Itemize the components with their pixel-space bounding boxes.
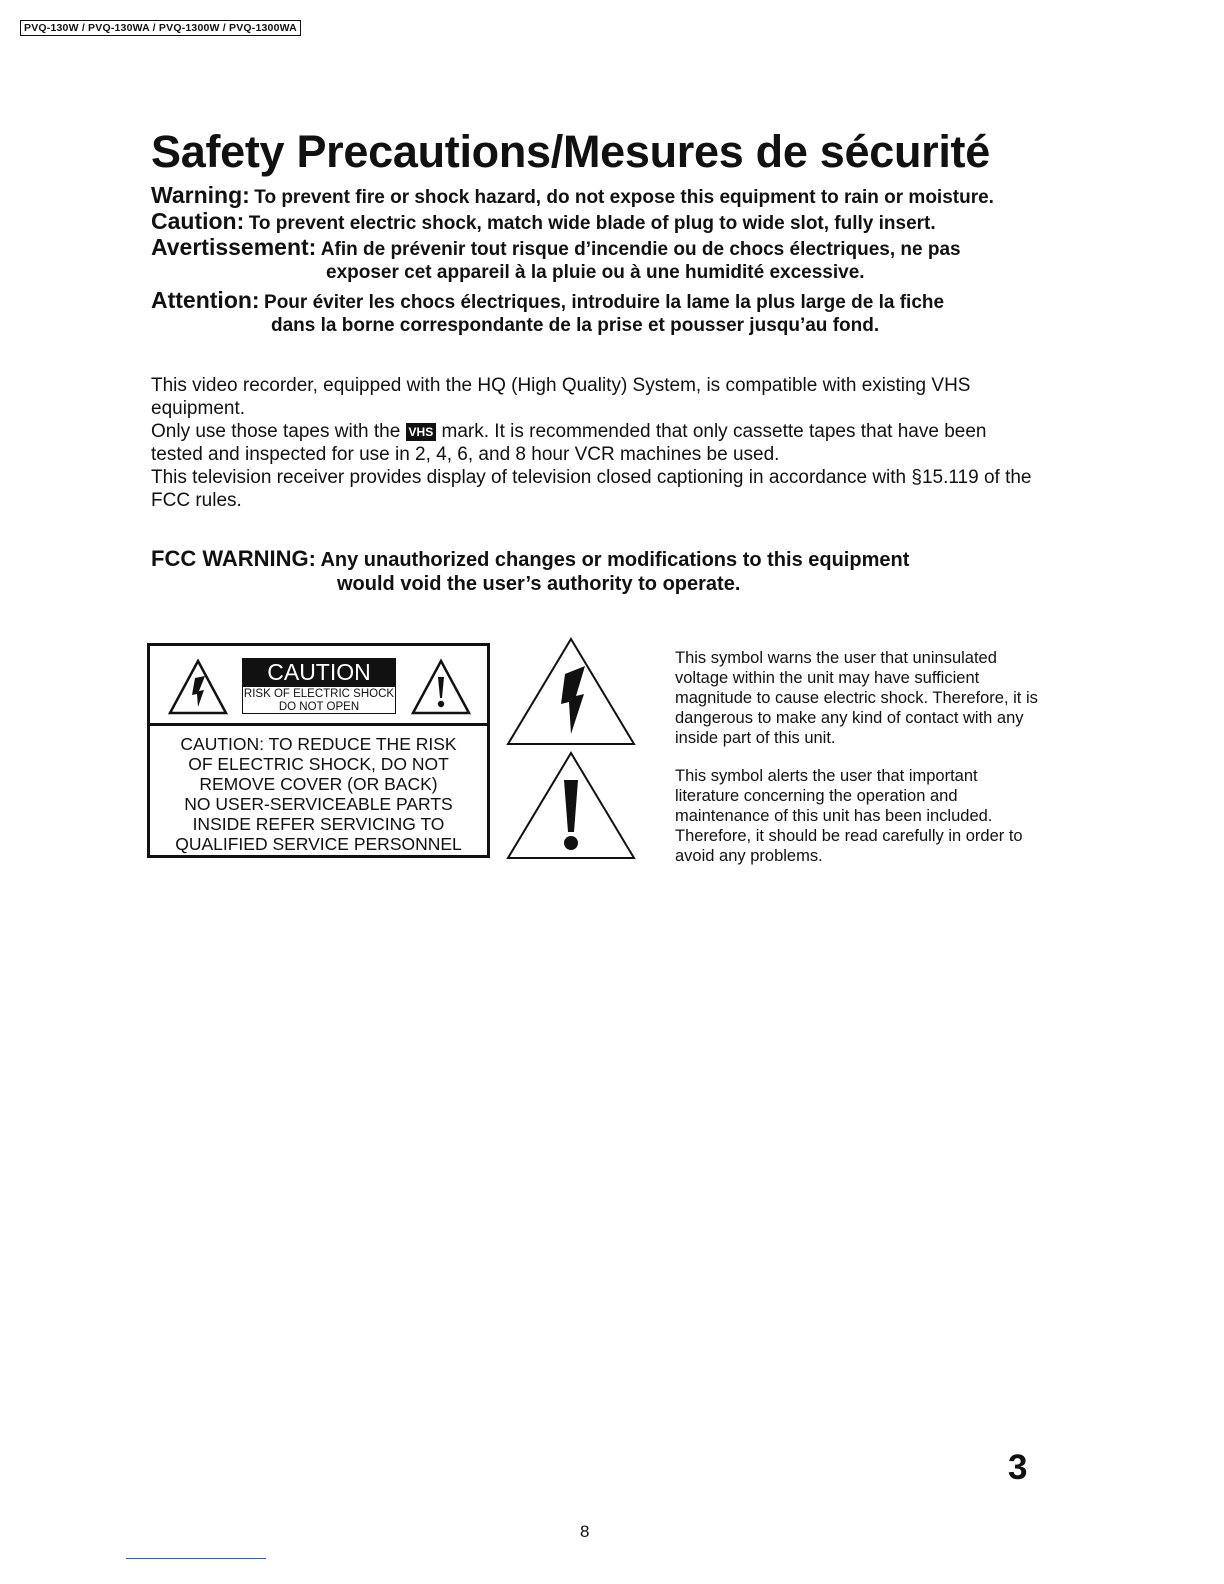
body-paragraph-hq: This video recorder, equipped with the HQ (High Quality) System, is compatible with existing VHS equipment. — [151, 375, 971, 419]
caution-line: CAUTION: TO REDUCE THE RISK — [180, 734, 457, 754]
warning-line — [151, 182, 994, 209]
section-page-number: 3 — [1008, 1448, 1028, 1487]
model-numbers: PVQ-130W / PVQ-130WA / PVQ-1300W / PVQ-1300WA — [20, 20, 301, 36]
caution-title: CAUTION — [242, 658, 396, 686]
caution-label-header — [150, 646, 487, 726]
caution-line — [151, 208, 936, 235]
caution-line: QUALIFIED SERVICE PERSONNEL — [175, 834, 462, 854]
exclamation-triangle-icon — [505, 750, 637, 862]
tapes-text-after: mark. It is recommended that only cassette tapes that have been tested and inspected for use in 2, 4, 6, and 8 hour VCR machines be used. — [151, 421, 987, 465]
fcc-warning-text-cont: would void the user’s authority to operate. — [337, 573, 741, 595]
attention-line — [151, 287, 944, 314]
body-paragraph-tapes — [151, 420, 1041, 466]
caution-subtitle — [242, 686, 396, 714]
avertissement-label: Avertissement: — [151, 234, 317, 260]
fcc-warning-label: FCC WARNING: — [151, 546, 316, 571]
attention-text-cont: dans la borne correspondante de la prise et pousser jusqu’au fond. — [271, 315, 880, 336]
fcc-warning — [151, 546, 909, 572]
fcc-warning-text: Any unauthorized changes or modifications to this equipment — [320, 549, 910, 571]
caution-label: Caution: — [151, 208, 245, 234]
caution-sub-line-2: DO NOT OPEN — [278, 701, 360, 713]
caution-line: NO USER-SERVICEABLE PARTS — [184, 794, 453, 814]
avertissement-line — [151, 234, 961, 261]
body-text — [151, 374, 1041, 512]
caution-instructions — [150, 734, 487, 854]
caution-line: REMOVE COVER (OR BACK) — [199, 774, 438, 794]
caution-label-box — [147, 643, 490, 858]
attention-label: Attention: — [151, 287, 260, 313]
tapes-text-before: Only use those tapes with the — [151, 421, 406, 442]
caution-line: INSIDE REFER SERVICING TO — [192, 814, 445, 834]
exclamation-warning-icon — [410, 658, 472, 716]
caution-line: OF ELECTRIC SHOCK, DO NOT — [188, 754, 449, 774]
page-title: Safety Precautions/Mesures de sécurité — [151, 126, 990, 177]
warning-label: Warning: — [151, 182, 250, 208]
exclamation-symbol-description: This symbol alerts the user that important literature concerning the operation and maintenance of this unit has been included. Therefore, it should be read carefully in order to avoid any problems. — [675, 767, 1023, 865]
avertissement-text-cont: exposer cet appareil à la pluie ou à une humidité excessive. — [326, 262, 865, 283]
body-paragraph-captioning: This television receiver provides display of television closed captioning in accordance with §15.119 of the FCC rules. — [151, 467, 1032, 511]
lightning-symbol-description: This symbol warns the user that uninsulated voltage within the unit may have sufficient magnitude to cause electric shock. Therefore, it is dangerous to make any kind of contact with any inside part of this unit. — [675, 649, 1038, 747]
avertissement-text: Afin de prévenir tout risque d’incendie ou de chocs électriques, ne pas — [320, 239, 961, 260]
warning-text: To prevent fire or shock hazard, do not expose this equipment to rain or moisture. — [254, 187, 994, 208]
page-number: 8 — [580, 1522, 590, 1541]
footer-rule — [126, 1558, 266, 1559]
attention-text: Pour éviter les chocs électriques, introduire la lame la plus large de la fiche — [264, 292, 945, 313]
caution-sub-line-1: RISK OF ELECTRIC SHOCK — [243, 688, 395, 700]
vhs-logo-icon: VHS — [406, 423, 437, 441]
lightning-warning-icon — [167, 658, 229, 716]
caution-text: To prevent electric shock, match wide blade of plug to wide slot, fully insert. — [248, 213, 936, 234]
lightning-bolt-triangle-icon — [505, 636, 637, 748]
